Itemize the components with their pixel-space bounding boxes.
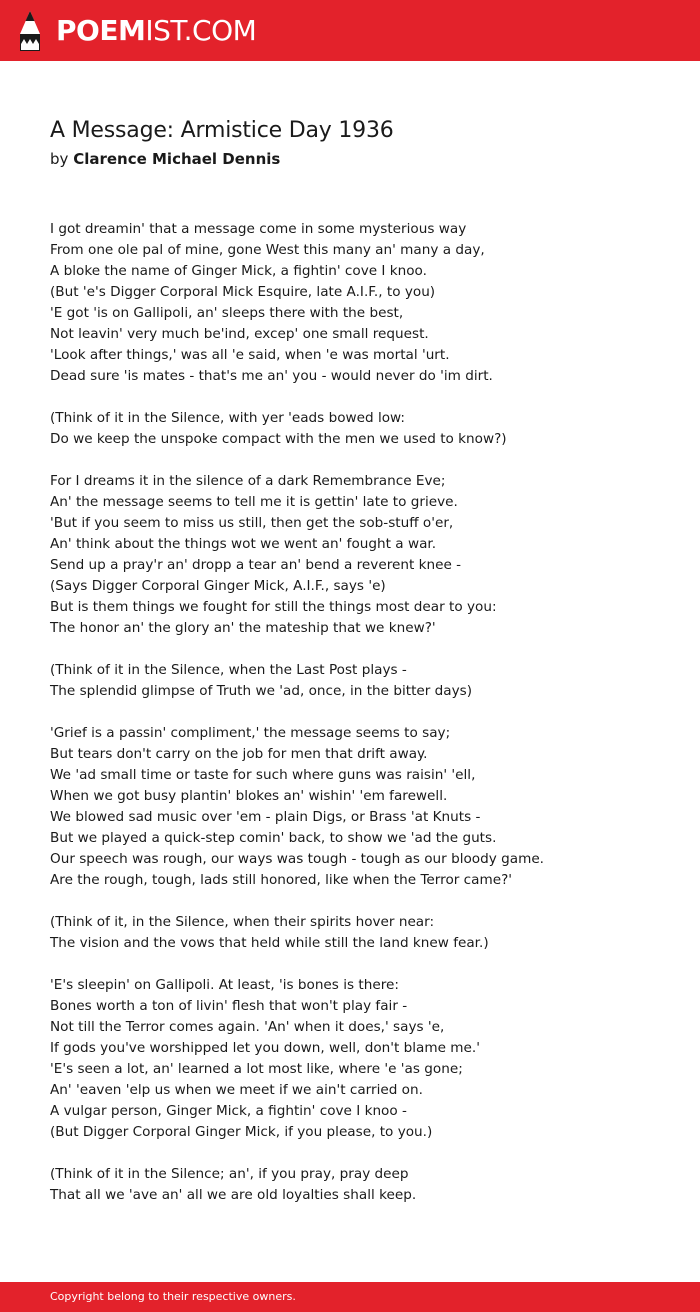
poem-line: (Says Digger Corporal Ginger Mick, A.I.F., says 'e) (50, 578, 386, 594)
byline (50, 148, 670, 170)
site-header (0, 0, 700, 61)
poem-line: (Think of it, in the Silence, when their spirits hover near: (50, 914, 435, 930)
poem-line: An' 'eaven 'elp us when we meet if we ain't carried on. (50, 1082, 423, 1098)
poem-line: From one ole pal of mine, gone West this many an' many a day, (50, 242, 485, 258)
poem-line: Not till the Terror comes again. 'An' when it does,' says 'e, (50, 1019, 445, 1035)
poem-line: Are the rough, tough, lads still honored, like when the Terror came?' (50, 872, 513, 888)
poem-line: But we played a quick-step comin' back, to show we 'ad the guts. (50, 830, 497, 846)
poem-line: The vision and the vows that held while still the land knew fear.) (50, 935, 489, 951)
poem-line: Our speech was rough, our ways was tough - tough as our bloody game. (50, 851, 545, 867)
poem-line: The honor an' the glory an' the mateship that we knew?' (50, 620, 436, 636)
stanza (50, 471, 680, 639)
stanza (50, 408, 680, 450)
poem-line: When we got busy plantin' blokes an' wishin' 'em farewell. (50, 788, 448, 804)
copyright-text: Copyright belong to their respective owners. (50, 1290, 296, 1303)
poem-line: The splendid glimpse of Truth we 'ad, once, in the bitter days) (50, 683, 473, 699)
poem-line: We 'ad small time or taste for such where guns was raisin' 'ell, (50, 767, 476, 783)
poem-title: A Message: Armistice Day 1936 (50, 118, 394, 143)
poem-line: 'E's sleepin' on Gallipoli. At least, 'is bones is there: (50, 977, 399, 993)
poem-line: 'E got 'is on Gallipoli, an' sleeps there with the best, (50, 305, 404, 321)
poem-line: (Think of it in the Silence, with yer 'eads bowed low: (50, 410, 406, 426)
poem-line: 'Look after things,' was all 'e said, when 'e was mortal 'urt. (50, 347, 450, 363)
stanza (50, 912, 680, 954)
poem-line: (Think of it in the Silence, when the Last Post plays - (50, 662, 407, 678)
site-logo[interactable] (17, 9, 256, 53)
site-footer (0, 1282, 700, 1312)
by-label: by (50, 150, 69, 168)
poem-line: But tears don't carry on the job for men that drift away. (50, 746, 428, 762)
stanza (50, 975, 680, 1143)
poem-line: 'But if you seem to miss us still, then get the sob-stuff o'er, (50, 515, 454, 531)
poem-line: (But 'e's Digger Corporal Mick Esquire, late A.I.F., to you) (50, 284, 436, 300)
poem-line: Send up a pray'r an' dropp a tear an' bend a reverent knee - (50, 557, 462, 573)
pencil-icon (17, 10, 43, 52)
poem-line: An' the message seems to tell me it is gettin' late to grieve. (50, 494, 458, 510)
poem-line: A vulgar person, Ginger Mick, a fightin' cove I knoo - (50, 1103, 407, 1119)
poem-line: 'E's seen a lot, an' learned a lot most like, where 'e 'as gone; (50, 1061, 463, 1077)
poem-line: If gods you've worshipped let you down, well, don't blame me.' (50, 1040, 480, 1056)
author-name: Clarence Michael Dennis (73, 150, 281, 168)
poem-line: We blowed sad music over 'em - plain Digs, or Brass 'at Knuts - (50, 809, 481, 825)
poem-line: 'Grief is a passin' compliment,' the message seems to say; (50, 725, 451, 741)
poem-line: But is them things we fought for still the things most dear to you: (50, 599, 497, 615)
poem-line: (Think of it in the Silence; an', if you pray, pray deep (50, 1166, 409, 1182)
poem-line: Do we keep the unspoke compact with the men we used to know?) (50, 431, 507, 447)
poem-line: A bloke the name of Ginger Mick, a fightin' cove I knoo. (50, 263, 427, 279)
brand-bold: POEM (56, 14, 146, 47)
poem-line: (But Digger Corporal Ginger Mick, if you please, to you.) (50, 1124, 433, 1140)
brand-light: IST.COM (145, 14, 257, 47)
brand-wordmark (56, 9, 256, 53)
poem-line: I got dreamin' that a message come in some mysterious way (50, 221, 467, 237)
stanza (50, 723, 680, 891)
stanza (50, 219, 680, 387)
poem-heading (50, 116, 670, 170)
poem-line: Not leavin' very much be'ind, excep' one small request. (50, 326, 429, 342)
poem-line: Dead sure 'is mates - that's me an' you - would never do 'im dirt. (50, 368, 493, 384)
stanza (50, 660, 680, 702)
poem-body (50, 219, 680, 1227)
stanza (50, 1164, 680, 1206)
poem-line: For I dreams it in the silence of a dark Remembrance Eve; (50, 473, 446, 489)
poem-line: An' think about the things wot we went an' fought a war. (50, 536, 437, 552)
poem-line: Bones worth a ton of livin' flesh that won't play fair - (50, 998, 408, 1014)
poem-line: That all we 'ave an' all we are old loyalties shall keep. (50, 1187, 417, 1203)
